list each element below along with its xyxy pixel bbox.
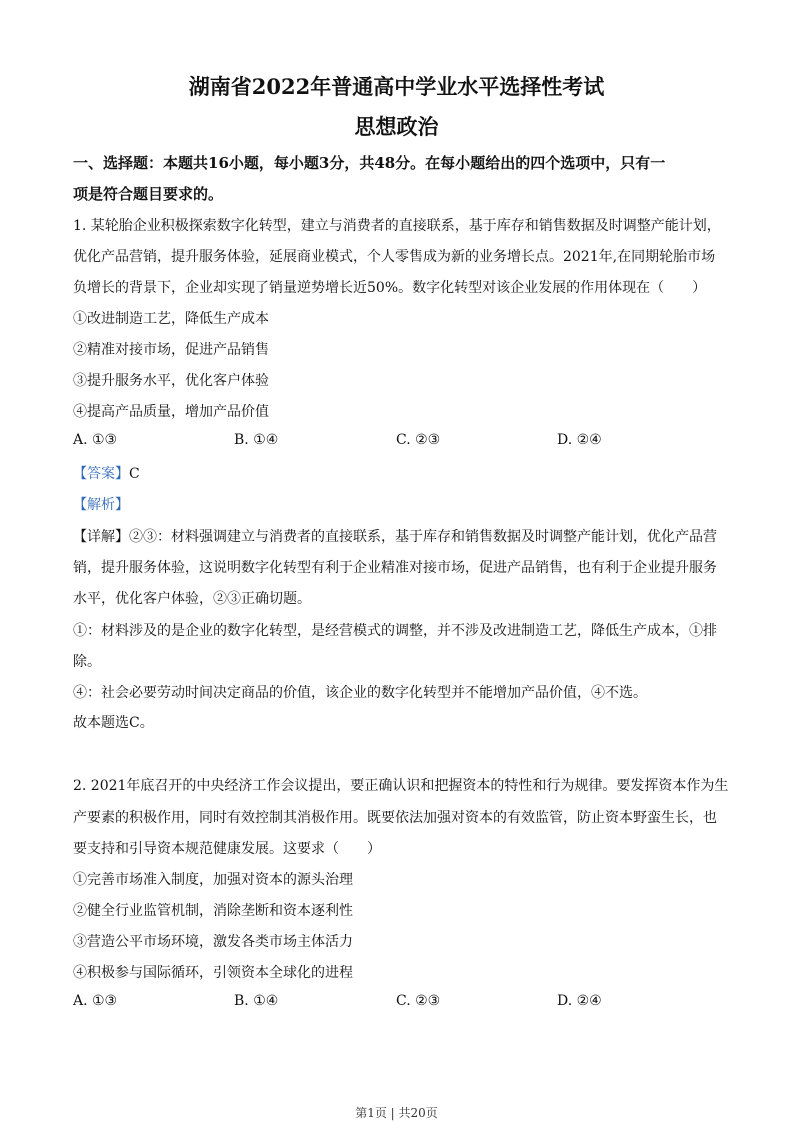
detail-tag: 【详解】: [73, 529, 129, 545]
section-heading: 一、选择题：本题共16小题，每小题3分，共48分。在每小题给出的四个选项中，只有一: [73, 154, 666, 172]
q1-stem-line: 优化产品营销，提升服务体验，延展商业模式，个人零售成为新的业务增长点。2021年,在同期轮胎市场: [73, 249, 716, 265]
q1-detail-line: [73, 526, 723, 546]
q2-stem-line: 产要素的积极作用，同时有效控制其消极作用。既要依法加强对资本的有效监管，防止资本野蛮生长，也: [73, 810, 717, 826]
detail-text: ②③：材料强调建立与消费者的直接联系，基于库存和销售数据及时调整产能计划，优化产品营: [129, 529, 717, 545]
q1-conclusion: 故本题选C。: [73, 715, 154, 731]
q1-option-d: D. ②④: [557, 432, 602, 448]
q1-analysis: [73, 494, 723, 514]
q1-answer: [73, 463, 723, 483]
q1-detail-line: ④：社会必要劳动时间决定商品的价值，该企业的数字化转型并不能增加产品价值，④不选。: [73, 685, 647, 701]
q1-stem-line: 负增长的背景下，企业却实现了销量逆势增长近50%。数字化转型对该企业发展的作用体现在（ ）: [73, 280, 707, 296]
q1-item: ②精准对接市场，促进产品销售: [73, 342, 269, 358]
answer-value: C: [129, 466, 140, 482]
q1-item: ①改进制造工艺，降低生产成本: [73, 311, 269, 327]
q2-stem-line: 要支持和引导资本规范健康发展。这要求（ ）: [73, 841, 381, 857]
q2-option-a: A. ①③: [73, 993, 118, 1009]
q2-item: ④积极参与国际循环，引领资本全球化的进程: [73, 965, 353, 981]
q1-detail-line: 销，提升服务体验，这说明数字化转型有利于企业精准对接市场，促进产品销售，也有利于企业提升服务: [73, 560, 717, 576]
exam-title: 湖南省2022年普通高中学业水平选择性考试: [188, 74, 605, 99]
subject-title: 思想政治: [354, 114, 439, 139]
q1-option-a: A. ①③: [73, 432, 118, 448]
q2-item: ③营造公平市场环境，激发各类市场主体活力: [73, 934, 353, 950]
q1-detail-line: 除。: [73, 654, 101, 670]
q2-item: ①完善市场准入制度，加强对资本的源头治理: [73, 872, 353, 888]
page-footer: 第1页 | 共20页: [355, 1106, 438, 1120]
q1-option-c: C. ②③: [396, 432, 441, 448]
q2-stem-line: 2. 2021年底召开的中央经济工作会议提出，要正确认识和把握资本的特性和行为规律。要发挥资本作为生: [73, 778, 729, 794]
q1-detail-line: ①：材料涉及的是企业的数字化转型，是经营模式的调整，并不涉及改进制造工艺，降低生产成本，①排: [73, 623, 717, 639]
q1-detail-line: 水平，优化客户体验，②③正确切题。: [73, 591, 311, 607]
q1-item: ④提高产品质量，增加产品价值: [73, 404, 269, 420]
section-heading-cont: 项是符合题目要求的。: [73, 185, 224, 203]
q1-option-b: B. ①④: [234, 432, 279, 448]
q1-stem-line: 1. 某轮胎企业积极探索数字化转型，建立与消费者的直接联系，基于库存和销售数据及时调整产能计划，: [73, 218, 721, 234]
answer-tag: 【答案】: [73, 466, 129, 482]
q2-option-c: C. ②③: [396, 993, 441, 1009]
q1-item: ③提升服务水平，优化客户体验: [73, 373, 269, 389]
q2-option-b: B. ①④: [234, 993, 279, 1009]
q2-option-d: D. ②④: [557, 993, 602, 1009]
q2-item: ②健全行业监管机制，消除垄断和资本逐利性: [73, 903, 353, 919]
analysis-tag: 【解析】: [73, 497, 129, 513]
